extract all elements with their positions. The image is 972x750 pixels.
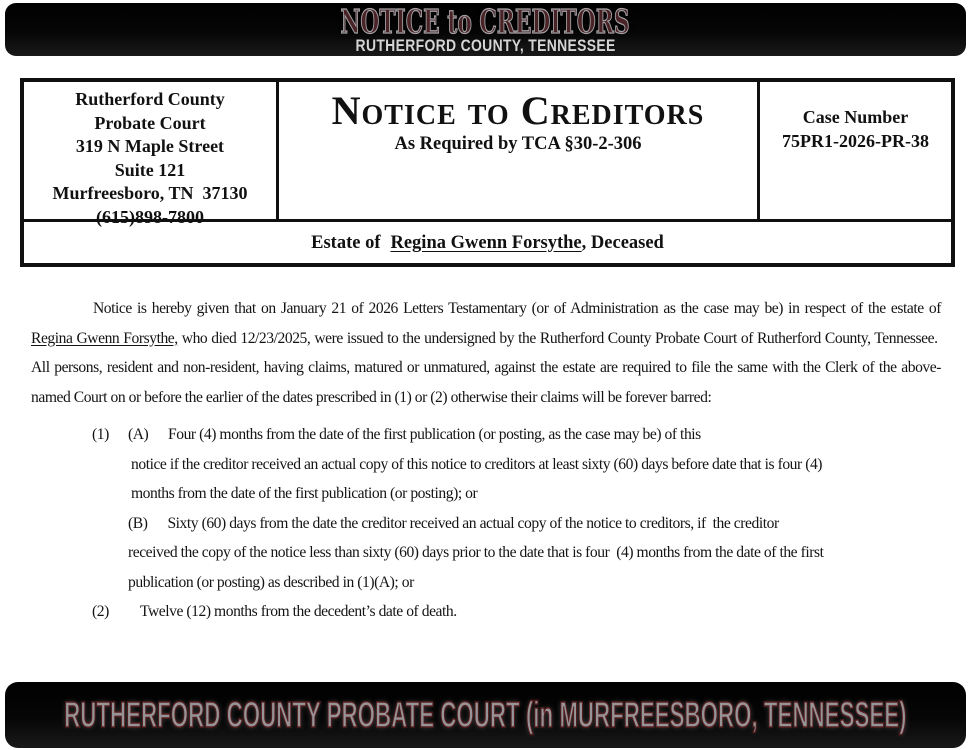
item-1B-marker: (B) [128,514,148,532]
header-table [20,78,955,267]
deadline-list [31,420,967,627]
notice-title-cell [279,82,757,219]
bottom-banner [5,682,966,748]
case-number-value: 75PR1-2026-PR-38 [782,131,929,151]
decedent-name-inline: Regina Gwenn Forsythe, [31,329,178,347]
item-2-text: Twelve (12) months from the decedent’s date of death. [140,603,457,620]
list-item-1A-line2: notice if the creditor received an actual copy of this notice to creditors at least sixty (60) days before date that is four (4) [131,455,823,473]
court-address-cell [24,82,279,227]
list-item-2 [31,597,967,627]
top-banner-subtitle: RUTHERFORD COUNTY, TENNESSEE [355,35,616,55]
estate-prefix: Estate of [311,232,381,253]
header-table-top-row [24,82,951,227]
court-address-line: Murfreesboro, TN 37130 [52,183,248,203]
item-1A-marker: (A) [128,426,149,443]
court-address-line: Rutherford County [75,89,225,109]
item-1A-text: Four (4) months from the date of the first publication (or posting, as the case may be) of this [168,426,701,443]
court-address-line: 319 N Maple Street [75,136,225,156]
bottom-banner-title: RUTHERFORD COUNTY PROBATE COURT (in MURFREESBORO, TENNESSEE) [64,694,907,735]
court-address-line: Probate Court [94,112,206,133]
decedent-name: Regina Gwenn Forsythe [390,232,582,253]
top-banner-title: NOTICE to CREDITORS [340,3,631,41]
list-item-1A-line1 [31,420,967,450]
notice-title-statute: As Required by TCA §30-2-306 [394,134,642,154]
case-number-cell [757,82,951,219]
notice-title: Notice to Creditors [331,88,705,133]
intro-text-before: Notice is hereby given that on January 21 of 2026 Letters Testamentary (or of Administration as the case may be) in respect of the estate of [93,300,941,317]
intro-text-after: who died 12/23/2025, were issued to the undersigned by the Rutherford County Probate Court of Rutherford County, Tennessee. All persons, resident and non-resident, having claims, matured or unmatured, against the estate are required to file the same with the Clerk of the above-named Court on or before the earlier of the dates prescribed in (1) or (2) otherwise their claims will be forever barred: [31,329,941,406]
list-item-1B-line2: received the copy of the notice less than sixty (60) days prior to the date that is four (4) months from the date of the first [128,544,824,561]
estate-suffix: , Deceased [581,232,664,253]
list-item-1B-line3: publication (or posting) as described in (1)(A); or [128,573,414,591]
intro-paragraph [31,294,941,412]
court-address-line: (615)898-7800 [96,206,204,227]
list-item-1B-line1 [31,509,967,539]
item-1B-text: Sixty (60) days from the date the creditor received an actual copy of the notice to creditors, if the creditor [167,514,779,532]
case-number-label: Case Number [802,107,909,127]
top-banner [5,3,966,56]
item-1-marker: (1) [92,426,109,443]
item-2-marker: (2) [92,603,109,620]
court-address-line: Suite 121 [114,159,186,180]
notice-body [31,294,967,627]
list-item-1A-line3: months from the date of the first publication (or posting); or [131,485,478,502]
